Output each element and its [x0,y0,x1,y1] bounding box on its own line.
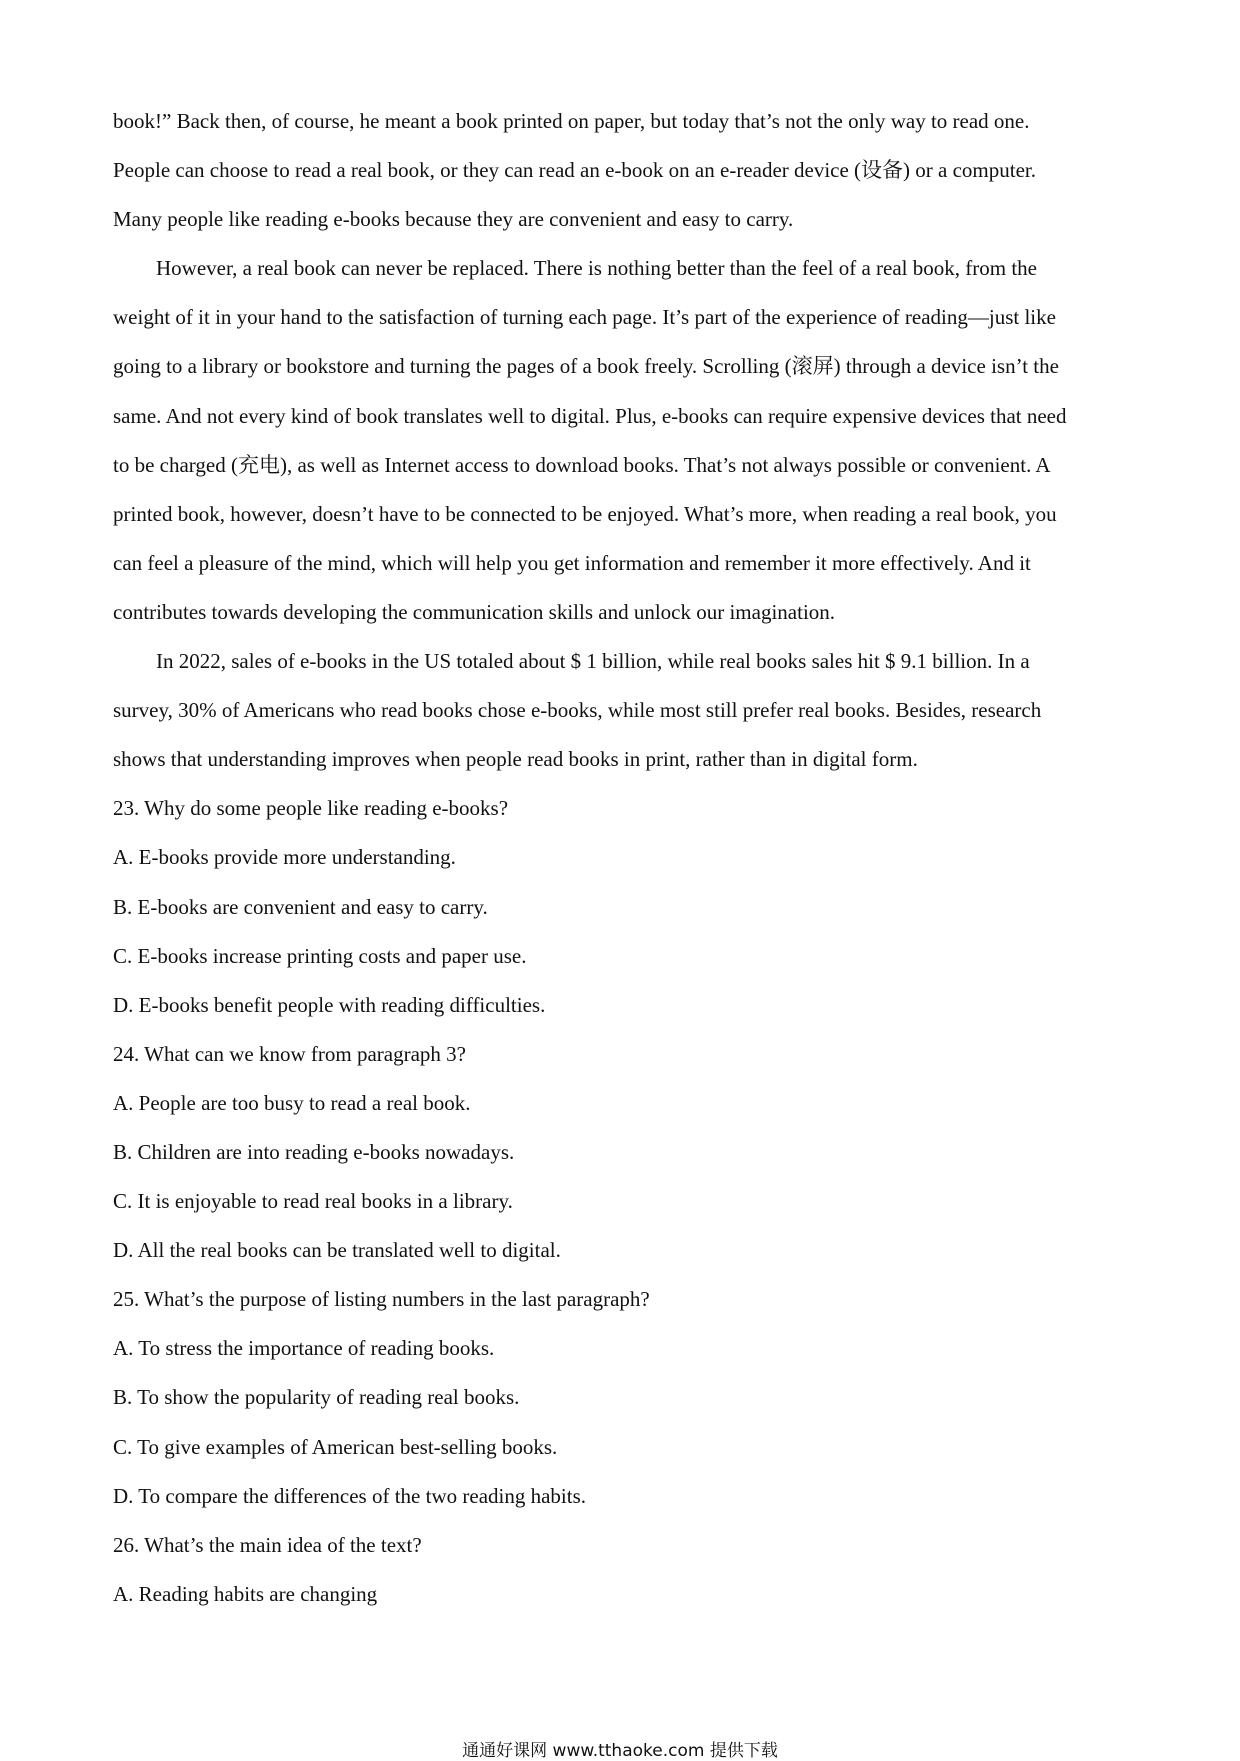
option-c: C. E-books increase printing costs and paper use. [113,943,527,968]
question-stem: 26. What’s the main idea of the text? [113,1532,422,1557]
text-line: survey, 30% of Americans who read books chose e-books, while most still prefer real books. Besides, research [113,698,1042,723]
option-a: A. People are too busy to read a real book. [113,1090,471,1115]
text-line: In 2022, sales of e-books in the US totaled about $ 1 billion, while real books sales hit $ 9.1 billion. In a [156,649,1030,674]
option-d: D. E-books benefit people with reading difficulties. [113,992,546,1017]
text-line: can feel a pleasure of the mind, which will help you get information and remember it more effectively. And it [113,550,1031,575]
option-a: A. To stress the importance of reading books. [113,1336,495,1361]
option-b: B. Children are into reading e-books nowadays. [113,1139,515,1164]
text-line: printed book, however, doesn’t have to be connected to be enjoyed. What’s more, when reading a real book, you [113,501,1057,526]
text-line: However, a real book can never be replaced. There is nothing better than the feel of a real book, from the [156,256,1037,281]
text-line: book!” Back then, of course, he meant a book printed on paper, but today that’s not the only way to read one. [113,109,1030,133]
question-stem: 24. What can we know from paragraph 3? [113,1041,466,1066]
paragraph-4 [113,637,1123,784]
text-line: contributes towards developing the communication skills and unlock our imagination. [113,599,836,624]
option-d: D. To compare the differences of the two reading habits. [113,1483,587,1508]
text-line: weight of it in your hand to the satisfaction of turning each page. It’s part of the experience of reading—just like [113,305,1056,330]
text-line: Many people like reading e-books because they are convenient and easy to carry. [113,207,794,232]
option-d: D. All the real books can be translated well to digital. [113,1238,561,1263]
option-c: C. It is enjoyable to read real books in a library. [113,1189,513,1214]
question-stem: 25. What’s the purpose of listing numbers in the last paragraph? [113,1287,650,1312]
option-a: A. E-books provide more understanding. [113,845,456,870]
question-26 [113,1521,1123,1619]
text-line: to be charged (充电), as well as Internet access to download books. That’s not always possible or convenient. A [113,452,1051,477]
option-b: B. To show the popularity of reading real books. [113,1385,520,1410]
text-line: same. And not every kind of book translates well to digital. Plus, e-books can require expensive devices that need [113,403,1067,428]
text-line: People can choose to read a real book, or they can read an e-book on an e-reader device (设备) or a computer. [113,158,1037,183]
option-c: C. To give examples of American best-selling books. [113,1434,558,1459]
page-footer: 通通好课网 www.tthaoke.com 提供下载 [462,1741,778,1761]
text-line: going to a library or bookstore and turning the pages of a book freely. Scrolling (滚屏) through a device isn’t the [113,354,1059,379]
paragraph-2-end [113,97,1123,244]
question-25 [113,1275,1123,1520]
option-b: B. E-books are convenient and easy to carry. [113,894,488,919]
question-24 [113,1030,1123,1275]
document-page [113,97,1123,1619]
paragraph-3 [113,244,1123,637]
question-stem: 23. Why do some people like reading e-books? [113,796,509,821]
question-23 [113,784,1123,1029]
option-a: A. Reading habits are changing [113,1581,378,1606]
text-line: shows that understanding improves when people read books in print, rather than in digital form. [113,747,918,772]
